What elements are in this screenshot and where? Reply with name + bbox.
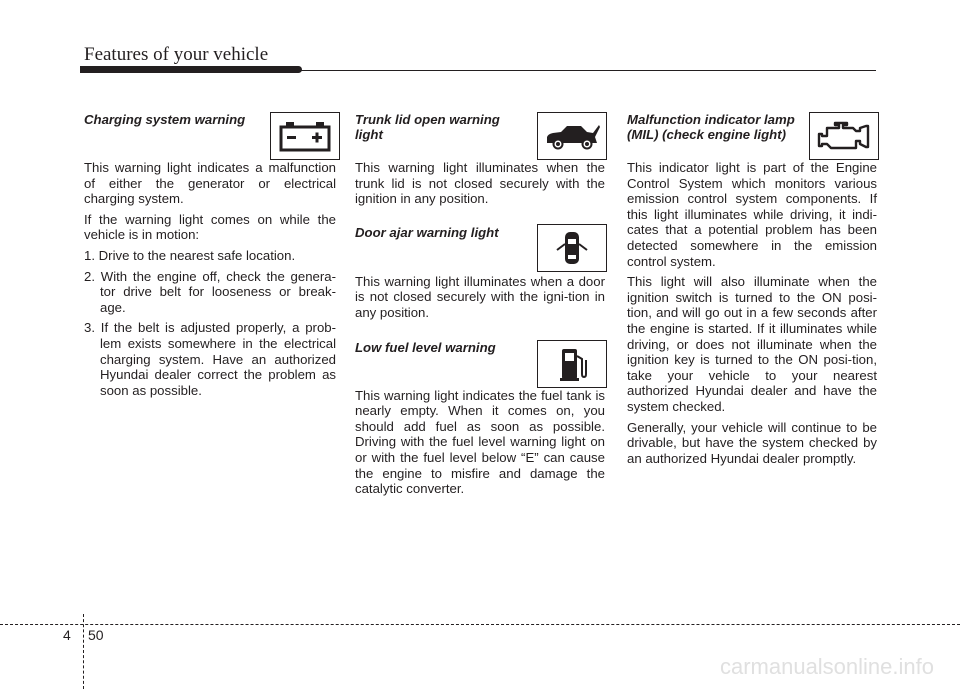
paragraph: This warning light indicates the fuel tank is nearly empty. When it comes on, you should add fuel as soon as possible. Driving with the fuel level warning light on or with the fuel level below “E” can cause the engine to misfire and damage the catalytic converter.	[355, 387, 605, 497]
column-mil	[627, 112, 877, 471]
page-number: 50	[88, 627, 104, 643]
page-title: Features of your vehicle	[84, 44, 269, 65]
heading-trunk-lid: Trunk lid open warning light	[355, 112, 500, 142]
section-charging-system	[84, 112, 336, 398]
steps-list	[84, 248, 336, 398]
list-item: 2. With the engine off, check the genera-tor drive belt for looseness or break-age.	[84, 268, 336, 315]
watermark: carmanualsonline.info	[719, 654, 934, 679]
section-mil	[627, 112, 877, 466]
check-engine-icon	[809, 112, 879, 160]
section-low-fuel	[355, 340, 605, 497]
column-charging	[84, 112, 336, 403]
paragraph: This light will also illuminate when the ignition switch is turned to the ON posi-tion, and will go out in a few seconds after the engine is started. If it illuminates while driving, or does not illuminate when the ignition key is turned to the ON posi-tion, take your vehicle to your nearest authorized Hyundai dealer and have the system checked.	[627, 274, 877, 414]
footer-divider	[83, 614, 84, 689]
list-item: 1. Drive to the nearest safe location.	[84, 247, 296, 263]
section-trunk-lid	[355, 112, 605, 207]
footer-rule	[0, 624, 960, 625]
heading-low-fuel: Low fuel level warning	[355, 339, 496, 355]
paragraph: Generally, your vehicle will continue to be drivable, but have the system checked by an authorized Hyundai dealer promptly.	[627, 419, 877, 466]
chapter-number: 4	[63, 627, 71, 643]
column-warnings	[355, 112, 605, 502]
heading-mil: Malfunction indicator lamp (MIL) (check engine light)	[627, 112, 795, 142]
paragraph: This indicator light is part of the Engine Control System which monitors various emission control system components. If this light illuminates while driving, it indi-cates that a potential problem has been detected somewhere in the emission control system.	[627, 160, 877, 269]
list-item: 3. If the belt is adjusted properly, a prob-lem exists somewhere in the electrical charging system. Have an authorized Hyundai dealer correct the problem as soon as possible.	[84, 320, 336, 398]
paragraph: This warning light illuminates when a door is not closed securely with the igni-tion in any position.	[355, 273, 605, 320]
door-ajar-icon	[537, 224, 607, 272]
heading-charging-system: Charging system warning	[84, 112, 246, 127]
paragraph: This warning light illuminates when the trunk lid is not closed securely with the ignition in any position.	[355, 160, 605, 207]
paragraph: This warning light indicates a malfunction of either the generator or electrical charging system.	[84, 160, 336, 207]
section-door-ajar	[355, 225, 605, 321]
header-rule	[300, 70, 876, 71]
header-bar	[80, 66, 302, 73]
heading-door-ajar: Door ajar warning light	[355, 224, 499, 240]
trunk-open-icon	[537, 112, 607, 160]
paragraph: If the warning light comes on while the vehicle is in motion:	[84, 211, 336, 243]
battery-icon	[270, 112, 340, 160]
fuel-pump-icon	[537, 340, 607, 388]
